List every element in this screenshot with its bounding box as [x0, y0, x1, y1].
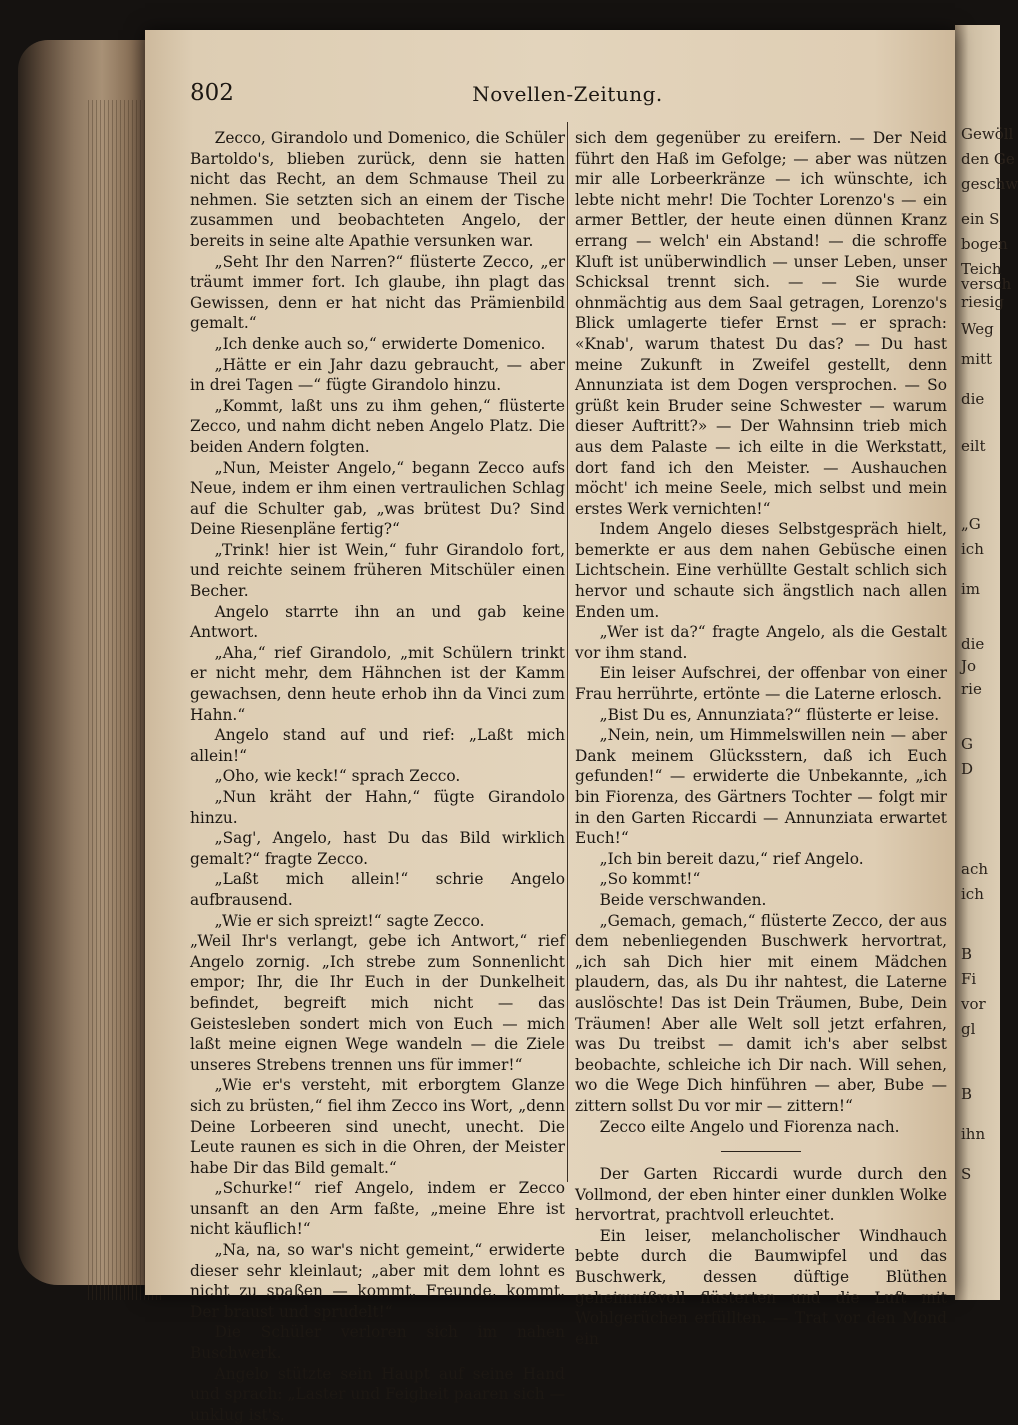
paragraph: „Trink! hier ist Wein,“ fuhr Girandolo fort, und reichte seinem früheren Mitschüler einen Becher.	[190, 540, 565, 601]
paragraph: „Kommt, laßt uns zu ihm gehen,“ flüsterte Zecco, und nahm dicht neben Angelo Platz. Die beiden Andern folgten.	[190, 396, 565, 456]
paragraph: sich dem gegenüber zu ereifern. — Der Neid führt den Haß im Gefolge; — aber was nützen mir alle Lorbeerkränze — ich wünschte, ich lebte nicht mehr! Die Tochter Lorenzo's — ein armer Bettler, der heute einen dünnen Kranz errang — welch' ein Abstand! — die schroffe Kluft ist unüberwindlich — unser Leben, unser Schicksal trennt sich. — — Sie wurde ohnmächtig aus dem Saal getragen, Lorenzo's Blick umlagerte tiefer Ernst — er sprach: «Knab', warum thatest Du das? — Du hast meine Zukunft in Zweifel gestellt, denn Annunziata ist dem Dogen versprochen. — So grüßt kein Bruder seine Schwester — warum dieser Auftritt?» — Der Wahnsinn trieb mich aus dem Palaste — ich eilte in die Werkstatt, dort fand ich den Meister. — Aushauchen möcht' ich meine Seele, mich selbst und mein erstes Werk vernichten!“	[575, 129, 947, 518]
adjacent-page-text: ich	[961, 885, 984, 903]
adjacent-page-text: die	[961, 390, 985, 408]
adjacent-page-text: Teich	[961, 260, 1002, 278]
adjacent-page-text: S	[961, 1165, 972, 1183]
adjacent-page-fragment	[955, 25, 1018, 1300]
adjacent-page-text: „G	[961, 515, 981, 533]
adjacent-page-text: Jo	[961, 657, 977, 675]
adjacent-page-text: ich	[961, 540, 984, 558]
adjacent-page-text: ihn	[961, 1125, 986, 1143]
adjacent-page-text: D	[961, 760, 974, 778]
paragraph: Beide verschwanden.	[599, 890, 767, 909]
paragraph: Angelo starrte ihn an und gab keine Antwort.	[190, 602, 565, 642]
adjacent-page-text: im	[961, 580, 981, 598]
paragraph: „Laßt mich allein!“ schrie Angelo aufbrausend.	[190, 870, 565, 909]
paragraph: „Bist Du es, Annunziata?“ flüsterte er leise.	[599, 705, 940, 724]
page-header	[190, 80, 945, 116]
adjacent-page-text: den Ge	[961, 150, 1015, 168]
paragraph: Ein leiser Aufschrei, der offenbar von einer Frau herrührte, ertönte — die Laterne erlosch.	[575, 664, 947, 704]
adjacent-page-text: vor	[961, 995, 986, 1013]
adjacent-page-text: mitt	[961, 350, 993, 368]
paragraph: „Gemach, gemach,“ flüsterte Zecco, der aus dem nebenliegenden Buschwerk hervortrat, „ich sah Dich hier mit einem Mädchen plaudern, das, als Du ihr nahtest, die Laterne auslöschte! Das ist Dein Träumen, Bube, Dein Träumen! Aber alle Welt soll jetzt erfahren, was Du treibst — damit ich's aber selbst beobachte, schleiche ich Dir nach. Will sehen, wo die Wege Dich hinführen — aber, Bube — zittern sollst Du vor mir — zittern!“	[575, 911, 947, 1115]
adjacent-page-text: ach	[961, 860, 989, 878]
paragraph: Die Schüler verloren sich im nahen Buschwerk.	[190, 1323, 565, 1363]
adjacent-page-text: B	[961, 1085, 973, 1103]
adjacent-page-text: Weg	[961, 320, 994, 338]
paragraph: Ein leiser, melancholischer Windhauch bebte durch die Baumwipfel und das Buschwerk, dessen düftige Blüthen geheimnißvoll flüsterten und die Luft mit Wohlgerüchen erfüllten. — Trat vor den Mond ein	[575, 1226, 947, 1348]
paragraph: „Nun, Meister Angelo,“ begann Zecco aufs Neue, indem er ihm einen vertraulichen Schlag auf die Schulter gab, „was brütest Du? Sind Deine Riesenpläne fertig?“	[190, 458, 565, 539]
column-divider	[567, 122, 568, 1182]
paragraph: Angelo stand auf und rief: „Laßt mich allein!“	[190, 726, 565, 765]
page-number: 802	[190, 80, 234, 106]
paragraph: „Hätte er ein Jahr dazu gebraucht, — aber in drei Tagen —“ fügte Girandolo hinzu.	[190, 355, 565, 395]
paragraph: Der Garten Riccardi wurde durch den Vollmond, der eben hinter einer dunklen Wolke hervortrat, prachtvoll erleuchtet.	[575, 1165, 947, 1225]
adjacent-page-text: eilt	[961, 437, 986, 455]
adjacent-page-text: bogen	[961, 235, 1008, 253]
paragraph: „Wie er sich spreizt!“ sagte Zecco.	[214, 911, 485, 930]
adjacent-page-text: geschw	[961, 175, 1018, 193]
paragraph: „Wer ist da?“ fragte Angelo, als die Gestalt vor ihm stand.	[575, 623, 947, 662]
adjacent-page-text: Fi	[961, 970, 977, 988]
left-column	[190, 128, 565, 1425]
paragraph: „Wie er's versteht, mit erborgtem Glanze sich zu brüsten,“ fiel ihm Zecco ins Wort, „denn Deine Lorbeeren sind unecht, unecht. Die Leute raunen es sich in die Ohren, der Meister habe Dir das Bild gemalt.“	[190, 1076, 565, 1177]
running-title: Novellen-Zeitung.	[472, 82, 663, 106]
adjacent-page-text: rie	[961, 680, 982, 698]
paragraph: „Aha,“ rief Girandolo, „mit Schülern trinkt er nicht mehr, dem Hähnchen ist der Kamm gewachsen, denn heute erhob ihn da Vinci zum Hahn.“	[190, 643, 565, 724]
paragraph: „So kommt!“	[599, 870, 701, 889]
paragraph: Indem Angelo dieses Selbstgespräch hielt, bemerkte er aus dem nahen Gebüsche einen Lichtschein. Eine verhüllte Gestalt schlich sich hervor und schaute sich ängstlich nach allen Enden um.	[575, 520, 947, 621]
adjacent-page-text: die	[961, 635, 985, 653]
paragraph: Zecco, Girandolo und Domenico, die Schüler Bartoldo's, blieben zurück, denn sie hatten nicht das Recht, an dem Schmause Theil zu nehmen. Sie setzten sich an einem der Tische zusammen und beobachteten Angelo, der bereits in seine alte Apathie versunken war.	[190, 129, 565, 250]
paragraph: „Weil Ihr's verlangt, gebe ich Antwort,“ rief Angelo zornig. „Ich strebe zum Sonnenlicht empor; Ihr, die Ihr Euch in der Dunkelheit befindet, begreift mich nicht — das Geistesleben sondert mich von Euch — mich laßt meine eignen Wege wandeln — die Ziele unseres Strebens trennen uns für immer!“	[190, 932, 565, 1074]
section-break-rule	[721, 1151, 801, 1152]
right-column-part-2	[575, 1164, 947, 1349]
paragraph: Zecco eilte Angelo und Fiorenza nach.	[599, 1117, 900, 1136]
adjacent-page-text: versch	[961, 275, 1012, 293]
book-page-edges	[18, 40, 158, 1285]
adjacent-page-text: riesig	[961, 293, 1004, 311]
right-column	[575, 128, 947, 1349]
adjacent-page-text: G	[961, 735, 973, 753]
paragraph: „Na, na, so war's nicht gemeint,“ erwiderte dieser sehr kleinlaut; „aber mit dem lohnt es nicht zu spaßen — kommt, Freunde, kommt. Der braust und sprudelt!“	[190, 1241, 565, 1321]
adjacent-page-text: B	[961, 945, 973, 963]
paragraph: „Ich denke auch so,“ erwiderte Domenico.	[214, 334, 546, 353]
paragraph: „Seht Ihr den Narren?“ flüsterte Zecco, „er träumt immer fort. Ich glaube, ihn plagt das Gewissen, denn er hat nicht das Prämienbild gemalt.“	[190, 252, 565, 333]
paragraph: „Oho, wie keck!“ sprach Zecco.	[214, 767, 461, 786]
paragraph: „Nun kräht der Hahn,“ fügte Girandolo hinzu.	[190, 788, 565, 827]
adjacent-page-text: gl	[961, 1020, 976, 1038]
paragraph: „Schurke!“ rief Angelo, indem er Zecco unsanft an den Arm faßte, „meine Ehre ist nicht käuflich!“	[190, 1179, 565, 1239]
paragraph: „Ich bin bereit dazu,“ rief Angelo.	[599, 849, 864, 868]
adjacent-page-text: ein S	[961, 210, 1000, 228]
right-column-part-1	[575, 128, 947, 1137]
paragraph: „Nein, nein, um Himmelswillen nein — aber Dank meinem Glücksstern, daß ich Euch gefunden!“ — erwiderte die Unbekannte, „ich bin Fiorenza, des Gärtners Tochter — folgt mir in den Garten Riccardi — Annunziata erwartet Euch!“	[575, 726, 947, 848]
adjacent-page-text: Gewöll	[961, 125, 1014, 143]
paragraph: Angelo stützte sein Haupt auf seine Hand und sprach: „Laster und Feigheit paaren sich — unklug ist's,	[190, 1364, 565, 1424]
paragraph: „Sag', Angelo, hast Du das Bild wirklich gemalt?“ fragte Zecco.	[190, 829, 565, 868]
